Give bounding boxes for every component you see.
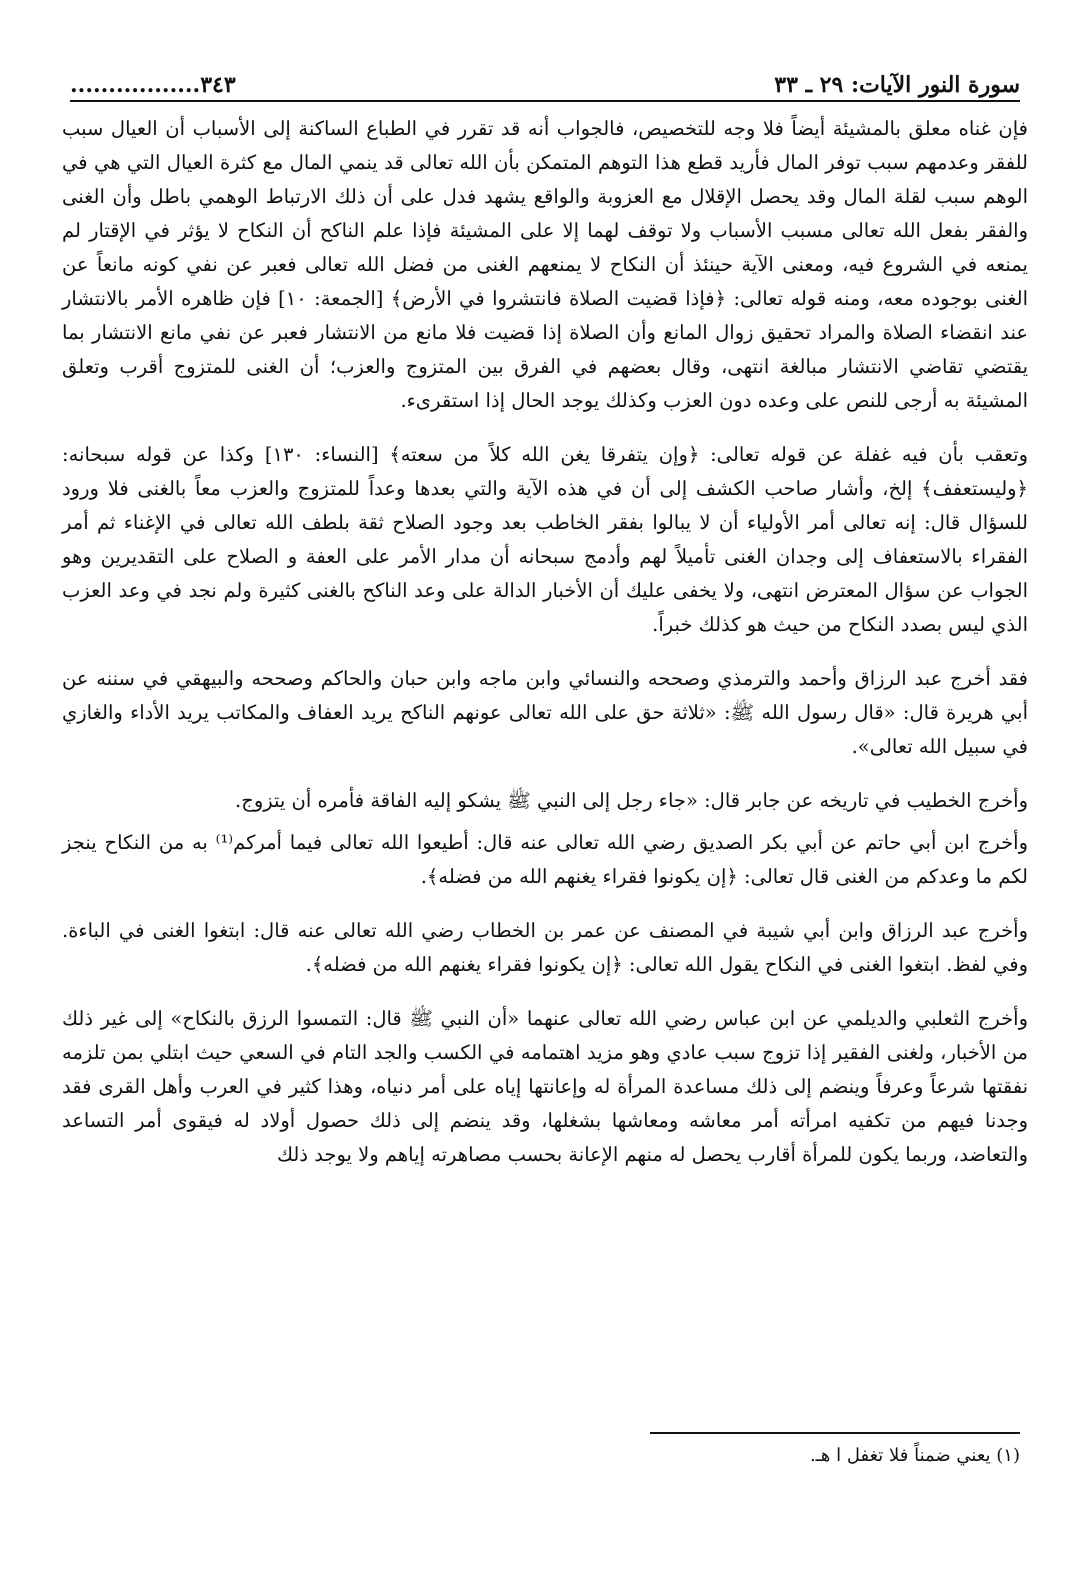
running-title: سورة النور الآيات: ٢٩ ـ ٣٣: [774, 72, 1020, 98]
paragraph-7: وأخرج الثعلبي والديلمي عن ابن عباس رضي الله تعالى عنهما «أن النبي ﷺ قال: التمسوا الرزق بالنكاح» إلى غير ذلك من الأخبار، ولغنى الفقير إذا تزوج سبب عادي وهو مزيد اهتمامه في الكسب والجد التام في السعي حيث ابتلي بمن تلزمه نفقتها شرعاً وعرفاً وينضم إلى ذلك مساعدة المرأة له وإعانتها إياه على أمر دنياه، وهذا كثير في العرب وأهل القرى فقد وجدنا فيهم من تكفيه امرأته أمر معاشه ومعاشها بشغلها، وقد ينضم إلى ذلك حصول أولاد له فيقوى أمر التساعد والتعاضد، وربما يكون للمرأة أقارب يحصل له منهم الإعانة بحسب مصاهرته إياهم ولا يوجد ذلك: [62, 1007, 1028, 1166]
paragraph-6: وأخرج عبد الرزاق وابن أبي شيبة في المصنف عن عمر بن الخطاب رضي الله تعالى عنه قال: ابتغوا الغنى في الباءة. وفي لفظ. ابتغوا الغنى في النكاح يقول الله تعالى: ﴿إن يكونوا فقراء يغنهم الله من فضله﴾.: [62, 919, 1028, 976]
paragraph-3: فقد أخرج عبد الرزاق وأحمد والترمذي وصححه والنسائي وابن ماجه وابن حبان والحاكم وصححه والبيهقي في سننه عن أبي هريرة قال: «قال رسول الله ﷺ: «ثلاثة حق على الله تعالى عونهم الناكح يريد العفاف والمكاتب يريد الأداء والغازي في سبيل الله تعالى».: [62, 667, 1028, 758]
page-header: [70, 58, 1020, 102]
main-text: [62, 112, 1028, 1172]
paragraph-4: وأخرج الخطيب في تاريخه عن جابر قال: «جاء رجل إلى النبي ﷺ يشكو إليه الفاقة فأمره أن يتزوج.: [235, 789, 1028, 812]
paragraph-1: فإن غناه معلق بالمشيئة أيضاً فلا وجه للتخصيص، فالجواب أنه قد تقرر في الطباع الساكنة إلى الأسباب أن العيال سبب للفقر وعدمهم سبب توفر المال فأريد قطع هذا التوهم المتمكن بأن الله تعالى قد ينمي المال مع كثرة العيال التي هي في الوهم سبب لقلة المال وقد يحصل الإقلال مع العزوبة والواقع يشهد فدل على أن ذلك الارتباط الوهمي باطل وأن الغنى والفقر بفعل الله تعالى مسبب الأسباب ولا توقف لهما إلا على المشيئة فإذا علم الناكح أن النكاح لا يؤثر في الإقتار لم يمنعه في الشروع فيه، ومعنى الآية حينئذ أن النكاح لا يمنعهم الغنى من فضل الله تعالى فعبر عن نفي كونه مانعاً عن الغنى بوجوده معه، ومنه قوله تعالى: ﴿فإذا قضيت الصلاة فانتشروا في الأرض﴾ [الجمعة: ١٠] فإن ظاهره الأمر بالانتشار عند انقضاء الصلاة والمراد تحقيق زوال المانع وأن الصلاة إذا قضيت فلا مانع من الانتشار فعبر عن نفي مانع الانتشار بما يقتضي تقاضي الانتشار مبالغة انتهى، وقال بعضهم في الفرق بين المتزوج والعزب؛ أن الغنى للمتزوج أقرب وتعلق المشيئة به أرجى للنص على وعده دون العزب وكذلك يوجد الحال إذا استقرىء.: [62, 117, 1028, 412]
paragraph-2: وتعقب بأن فيه غفلة عن قوله تعالى: ﴿وإن يتفرقا يغن الله كلاً من سعته﴾ [النساء: ١٣٠] وكذا عن قوله سبحانه: ﴿وليستعفف﴾ إلخ، وأشار صاحب الكشف إلى أن في هذه الآية والتي بعدها وعداً للمتزوج والعزب معاً بالغنى فلا ورود للسؤال قال: إنه تعالى أمر الأولياء أن لا يبالوا بفقر الخاطب بعد وجود الصلاح ثقة بلطف الله تعالى في الإغناء ثم أمر الفقراء بالاستعفاف إلى وجدان الغنى تأميلاً لهم وأدمج سبحانه أن مدار الأمر على العفة و الصلاح على التقديرين وهو الجواب عن سؤال المعترض انتهى، ولا يخفى عليك أن الأخبار الدالة على وعد الناكح بالغنى كثيرة ولم نجد في وعد العزب الذي ليس بصدد النكاح من حيث هو كذلك خبراً.: [62, 443, 1028, 636]
paragraph-5: وأخرج ابن أبي حاتم عن أبي بكر الصديق رضي الله تعالى عنه قال: أطيعوا الله تعالى فيما أمركم⁽¹⁾ به من النكاح ينجز لكم ما وعدكم من الغنى قال تعالى: ﴿إن يكونوا فقراء يغنهم الله من فضله﴾.: [62, 831, 1028, 888]
footnote-divider: [650, 1432, 1020, 1434]
page-number: ٣٤٣.................: [70, 72, 236, 98]
footnote: (١) يعني ضمناً فلا تغفل ا هـ.: [809, 1445, 1020, 1466]
